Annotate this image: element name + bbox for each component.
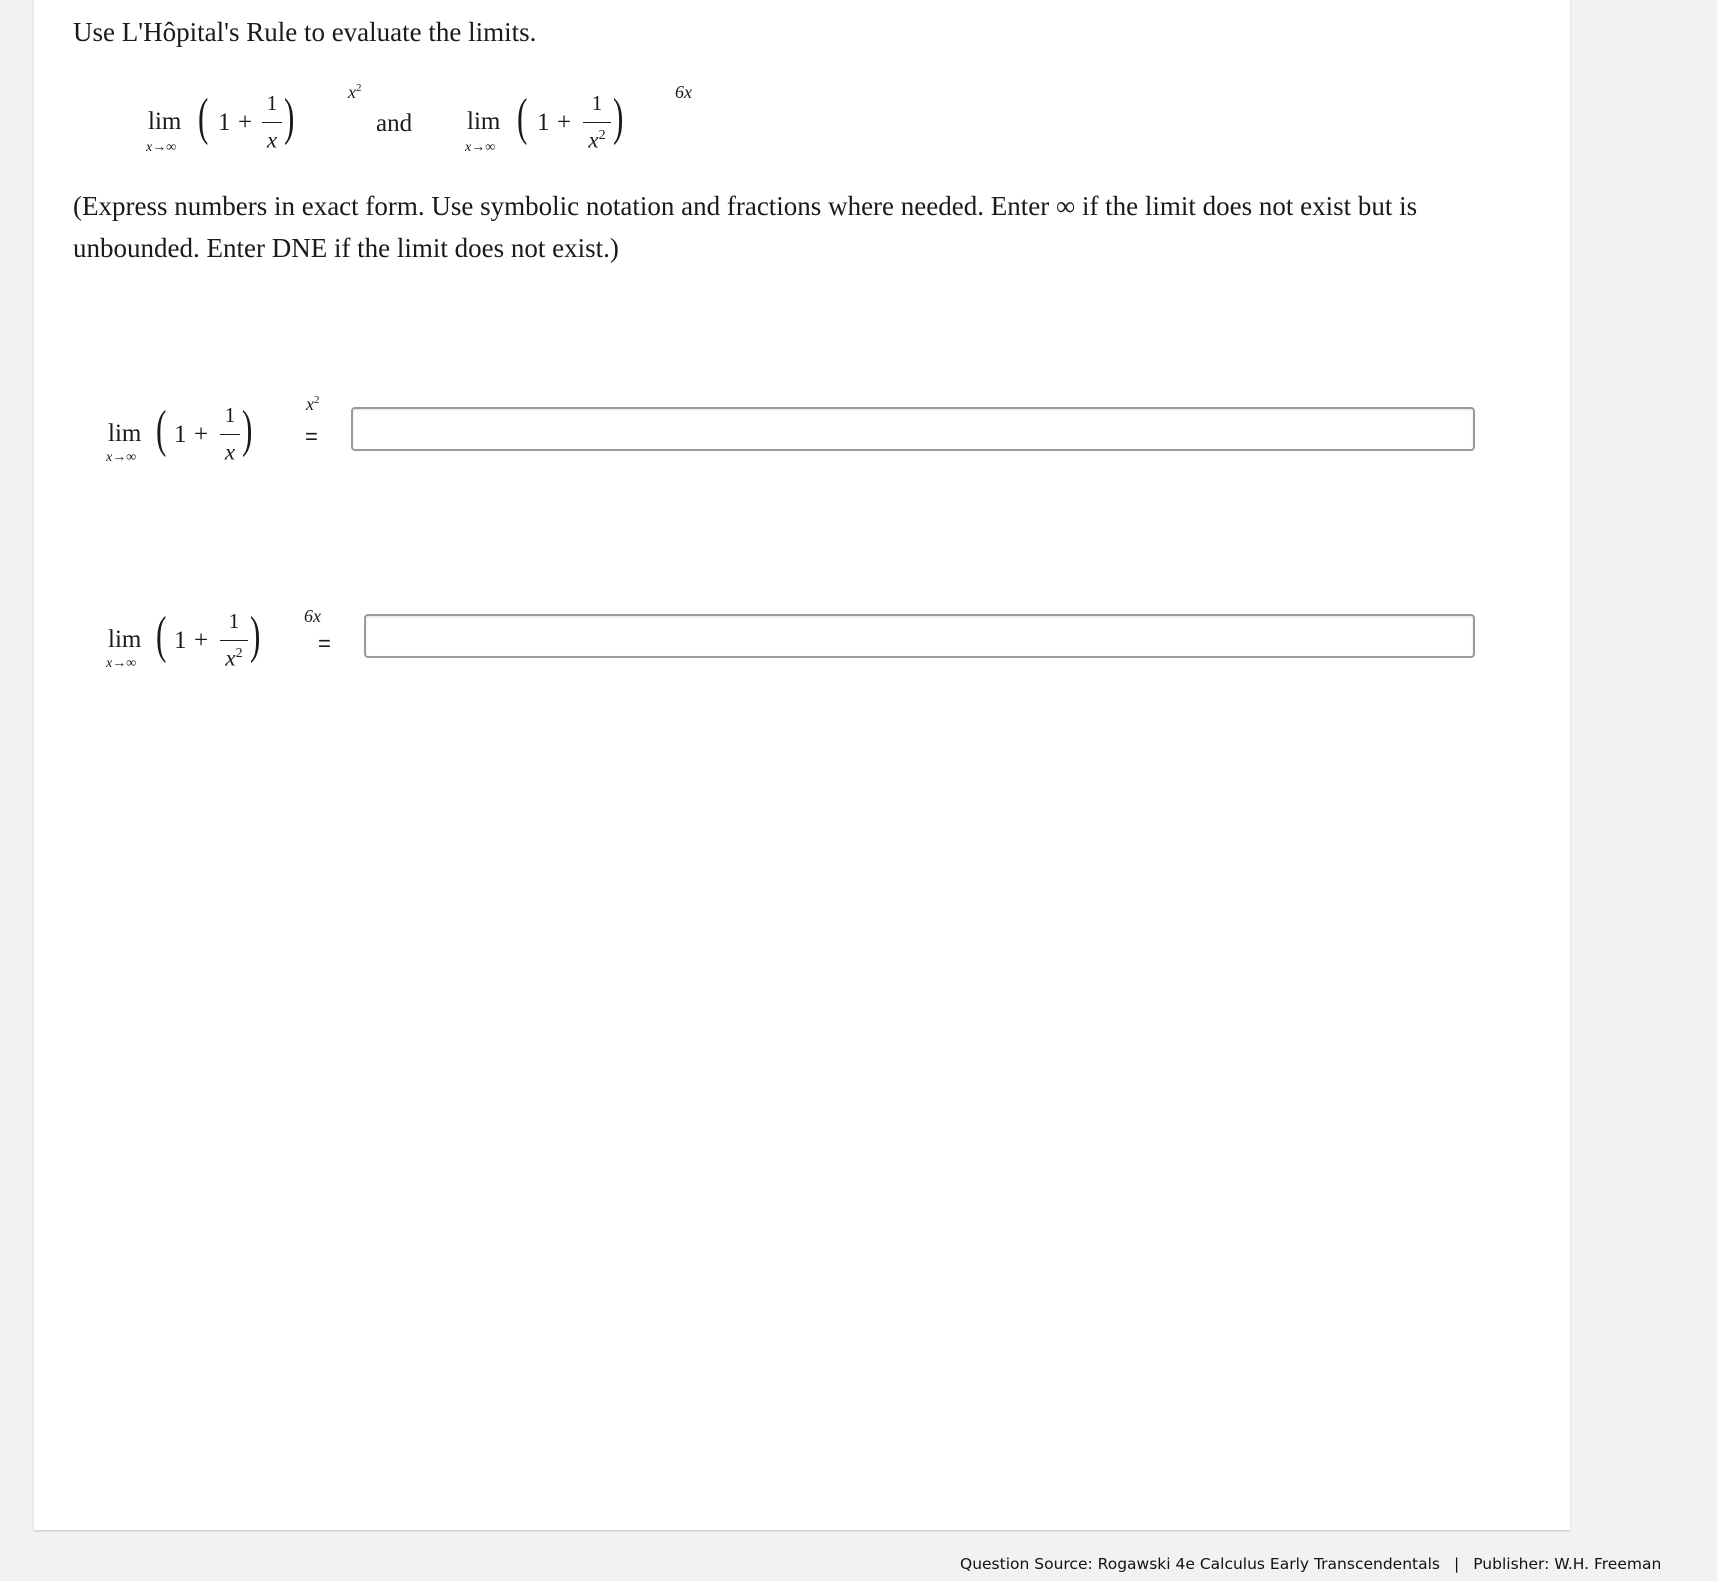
- question-prompt: Use L'Hôpital's Rule to evaluate the limits.: [73, 17, 537, 47]
- instructions-text: (Express numbers in exact form. Use symbolic notation and fractions where needed. Enter ∞ if the limit does not exist but is unbounded. Enter DNE if the limit does not exist.): [73, 191, 1418, 263]
- fraction-numerator: 1: [224, 403, 236, 427]
- outer-exponent: [675, 78, 692, 102]
- exp-power: 2: [356, 82, 362, 94]
- footer-separator: |: [1454, 1555, 1460, 1573]
- den-exponent: 2: [235, 646, 243, 661]
- answer-input-2[interactable]: [364, 614, 1475, 658]
- lim-label: lim: [108, 420, 142, 447]
- left-paren: (: [156, 401, 167, 458]
- one-term: 1: [218, 109, 231, 136]
- fraction-numerator: 1: [266, 91, 278, 115]
- fraction-numerator: 1: [228, 609, 240, 633]
- publisher: Publisher: W.H. Freeman: [1473, 1555, 1662, 1573]
- one-term: 1: [174, 627, 187, 654]
- question-source: Question Source: Rogawski 4e Calculus Early Transcendentals: [960, 1555, 1440, 1573]
- one-term: 1: [174, 421, 187, 448]
- question-1-expression: [108, 388, 338, 478]
- right-paren: ): [284, 89, 295, 146]
- den-base: x: [588, 127, 599, 153]
- fraction-numerator: 1: [591, 91, 603, 115]
- limit-display-2: [467, 78, 707, 168]
- plus-sign: +: [238, 109, 253, 136]
- one-term: 1: [537, 109, 550, 136]
- fraction-denominator: [580, 124, 614, 153]
- lim-subscript: x→∞: [106, 450, 137, 465]
- exp-power: 2: [314, 394, 320, 406]
- limit-display-1: [148, 78, 368, 168]
- lim-subscript: x→∞: [106, 656, 137, 671]
- plus-sign: +: [194, 421, 209, 448]
- exp-base: x: [348, 82, 356, 102]
- question-footer: [960, 1555, 1661, 1573]
- fraction-denominator: [217, 642, 251, 671]
- outer-exponent: [306, 390, 320, 414]
- plus-sign: +: [194, 627, 209, 654]
- question-card: [34, 0, 1570, 1530]
- left-paren: (: [198, 89, 209, 146]
- left-paren: (: [156, 607, 167, 664]
- lim-label: lim: [108, 626, 142, 653]
- lim-subscript: x→∞: [465, 140, 496, 155]
- right-paren: ): [250, 607, 261, 664]
- den-base: x: [266, 127, 278, 153]
- equals-sign: =: [305, 424, 318, 449]
- exp-base: 6x: [304, 606, 321, 626]
- equals-sign: =: [318, 631, 331, 656]
- lim-label: lim: [467, 108, 501, 135]
- outer-exponent: [304, 602, 321, 626]
- den-base: x: [225, 645, 236, 671]
- lim-label: lim: [148, 108, 182, 135]
- answer-input-1[interactable]: [351, 407, 1475, 451]
- outer-exponent: [348, 78, 362, 102]
- and-connector: and: [376, 110, 413, 137]
- right-paren: ): [242, 401, 253, 458]
- exp-base: 6x: [675, 82, 692, 102]
- plus-sign: +: [557, 109, 572, 136]
- lim-subscript: x→∞: [146, 140, 177, 155]
- den-base: x: [224, 439, 236, 465]
- question-2-expression: [108, 594, 348, 684]
- den-exponent: 2: [598, 128, 606, 143]
- right-paren: ): [613, 89, 624, 146]
- left-paren: (: [517, 89, 528, 146]
- exp-base: x: [306, 394, 314, 414]
